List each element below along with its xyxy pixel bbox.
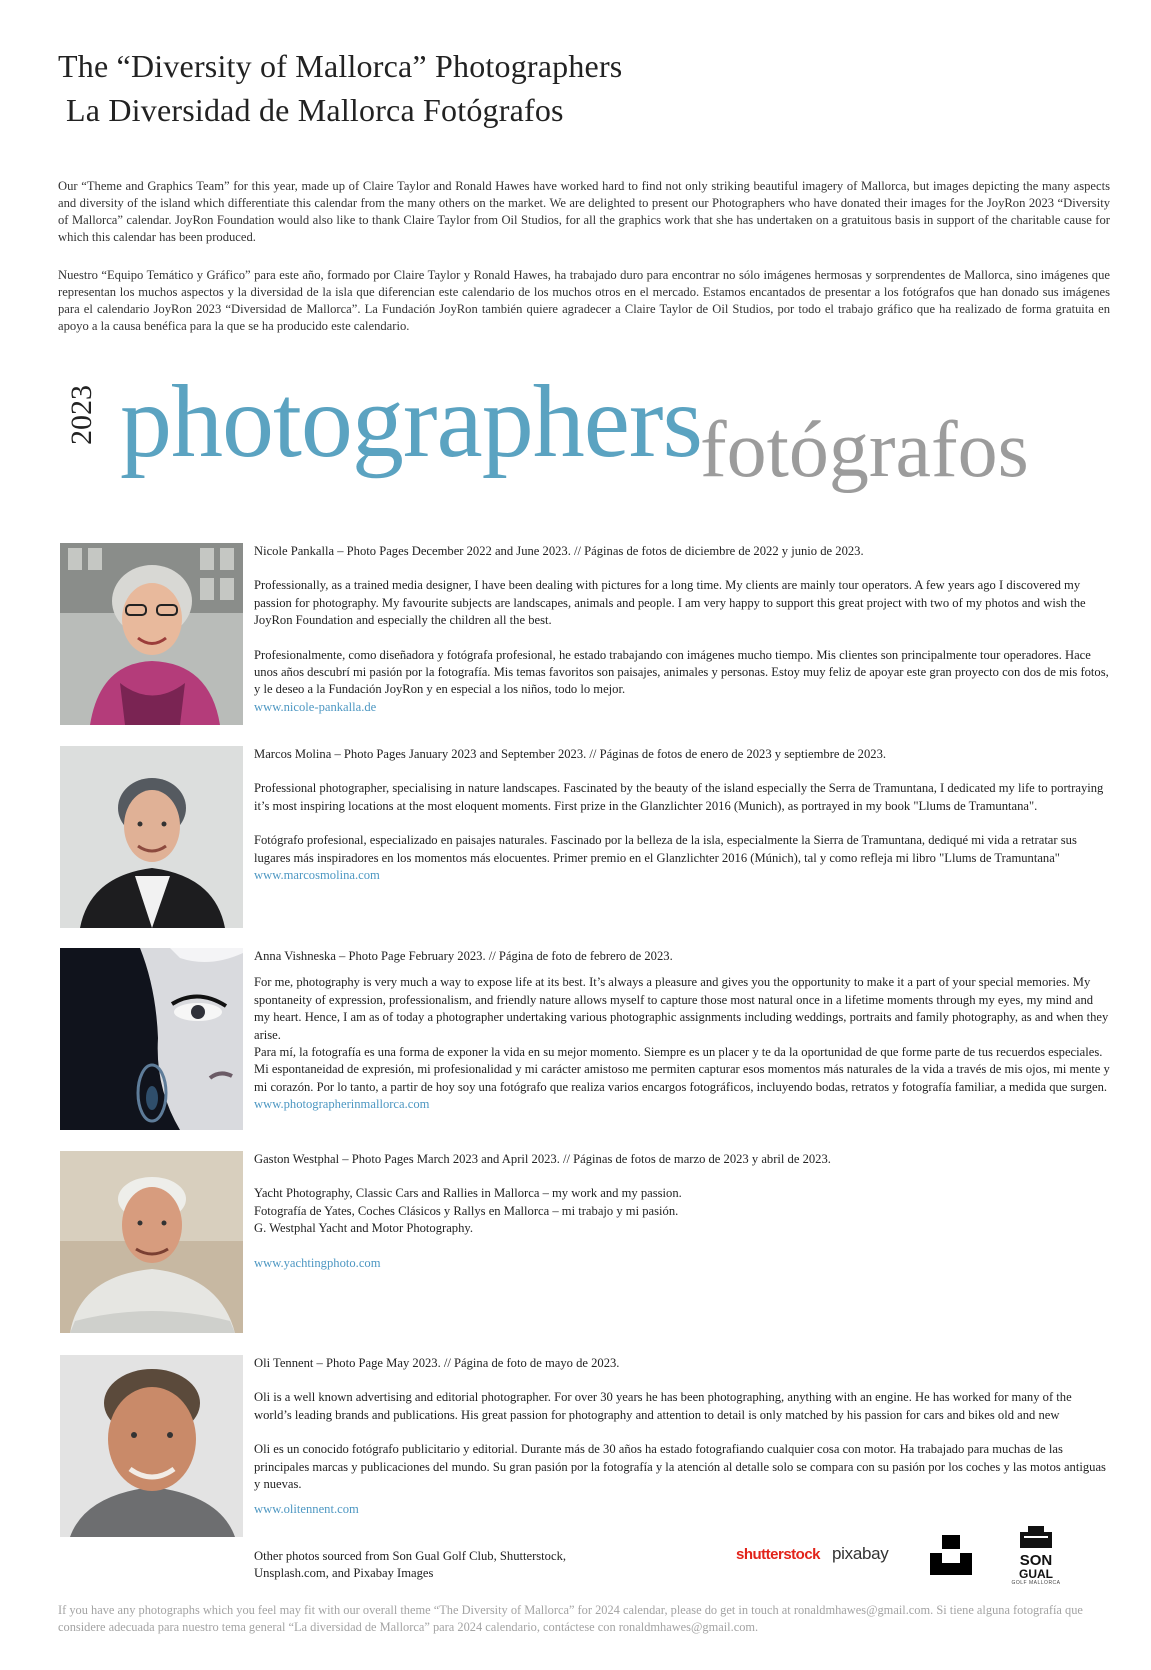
photographer-entry bbox=[60, 1151, 1120, 1336]
photographer-website-link[interactable]: www.nicole-pankalla.de bbox=[254, 699, 377, 714]
photographer-website-link[interactable]: www.olitennent.com bbox=[254, 1502, 359, 1517]
son-gual-word-3: GOLF MALLORCA bbox=[1011, 1580, 1061, 1586]
photographer-photo bbox=[60, 948, 243, 1130]
photographer-heading: Nicole Pankalla – Photo Pages December 2022 and June 2023. // Páginas de fotos de diciembre de 2022 y junio de 2023. bbox=[254, 544, 864, 558]
photographer-line: Fotografía de Yates, Coches Clásicos y Rallys en Mallorca – mi trabajo y mi pasión. bbox=[254, 1203, 679, 1218]
photographer-heading: Oli Tennent – Photo Page May 2023. // Página de foto de mayo de 2023. bbox=[254, 1356, 620, 1370]
photographer-text bbox=[254, 746, 1110, 884]
intro-paragraph-en: Our “Theme and Graphics Team” for this year, made up of Claire Taylor and Ronald Hawes have worked hard to find not only striking beautiful imagery of Mallorca, but images depicting the many aspects and diversity of the island which differentiate this calendar from the many others on the market. We are delighted to present our Photographers who have donated their images for the JoyRon 2023 “Diversity of Mallorca” calendar. JoyRon Foundation would also like to thank Claire Taylor from Oil Studios, for all the graphics work that she has undertaken on a gratuitous basis in support of the charitable cause for which this calendar has been produced. bbox=[58, 179, 1110, 244]
other-sources-note: Other photos sourced from Son Gual Golf Club, Shutterstock, Unsplash.com, and Pixabay Images bbox=[254, 1549, 567, 1580]
photographer-bio-es: Profesionalmente, como diseñadora y fotógrafa profesional, he estado trabajando con imágenes mucho tiempo. Mis clientes son principalmente tour operadores. Hace unos años descubrí mi pasión por la fotografía. Mis temas favoritos son paisajes, animales y personas. Estoy muy feliz de apoyar este gran proyecto con dos de mis fotos, y le deseo a la Fundación JoyRon y en especial a los niños, todo lo mejor. bbox=[254, 647, 1109, 697]
photographer-website-link[interactable]: www.marcosmolina.com bbox=[254, 868, 380, 883]
photographer-text bbox=[254, 1151, 1110, 1272]
photographer-entry bbox=[60, 543, 1120, 728]
photographer-heading: Gaston Westphal – Photo Pages March 2023 and April 2023. // Páginas de fotos de marzo de 2023 y abril de 2023. bbox=[254, 1152, 831, 1166]
photographer-photo bbox=[60, 1355, 243, 1537]
photographer-text bbox=[254, 948, 1110, 1114]
shutterstock-logo: shutterstock bbox=[736, 1546, 821, 1563]
photographer-bio-es: Fotógrafo profesional, especializado en paisajes naturales. Fascinado por la belleza de la isla, especialmente la Sierra de Tramuntana, dediqué mi vida a retratar sus lugares más inspiradores en los momentos más elocuentes. Primer premio en el Glanzlichter 2016 (Múnich), tal y como refleja mi libro "Llums de Tramuntana" bbox=[254, 833, 1077, 865]
photographer-entry bbox=[60, 948, 1120, 1133]
photographer-text bbox=[254, 1355, 1110, 1519]
photographer-line: G. Westphal Yacht and Motor Photography. bbox=[254, 1221, 474, 1236]
photographer-bio-es: Para mí, la fotografía es una forma de exponer la vida en su mejor momento. Siempre es un placer y te da la oportunidad de que forme parte de tus recuerdos especiales. Mi espontaneidad de expresión, mi profesionalidad y mi carácter amistoso me permiten capturar esos momentos más naturales de la vida a través de mis ojos, mi mente y mi corazón. Por lo tanto, a partir de hoy soy una fotógrafo que realiza varios encargos fotográficos, incluyendo bodas, retratos y fotografía familiar, a medida que surgen. bbox=[254, 1045, 1110, 1094]
photographer-bio-en: Oli is a well known advertising and editorial photographer. For over 30 years he has been photographing, anything with an engine. He has worked for many of the world’s leading brands and publications. His great passion for photography and attention to detail is only matched by his passion for cars and bikes old and new bbox=[254, 1390, 1072, 1422]
son-gual-word-2: GUAL bbox=[1019, 1567, 1053, 1581]
pixabay-logo: pixabay bbox=[832, 1544, 889, 1563]
photographer-bio-en: For me, photography is very much a way to expose life at its best. It’s always a pleasure and gives you the opportunity to make it a part of your special memories. My spontaneity of expression, professionalism, and friendly nature allows myself to capture those most natural once in a lifetime moments through my eyes, my mind and my heart. Hence, I am as of today a photographer undertaking various photographic assignments including weddings, portraits and family photography, as and when they arise. bbox=[254, 975, 1109, 1042]
page-title-en: The “Diversity of Mallorca” Photographers bbox=[58, 48, 623, 84]
intro-paragraph-es: Nuestro “Equipo Temático y Gráfico” para este año, formado por Claire Taylor y Ronald Hawes, ha trabajado duro para encontrar no sólo imágenes hermosas y sorprendentes de Mallorca, sino imágenes que representan los muchos aspectos y la diversidad de la isla que diferencian este calendario de los muchos otros en el mercado. Estamos encantados de presentar a los fotógrafos que han donado sus imágenes para el calendario JoyRon 2023 “Diversidad de Mallorca”. La Fundación JoyRon también quiere agradecer a Claire Taylor de Oil Studios, por todo el trabajo gráfico que ha realizado de forma gratuita en apoyo a la causa benéfica para la que se ha producido este calendario. bbox=[58, 268, 1110, 333]
photographer-website-link[interactable]: www.photographerinmallorca.com bbox=[254, 1097, 430, 1112]
photographer-photo bbox=[60, 746, 243, 928]
photographer-photo bbox=[60, 543, 243, 725]
photographer-entry bbox=[60, 1355, 1120, 1540]
son-gual-word-1: SON bbox=[1019, 1552, 1053, 1569]
photographer-photo bbox=[60, 1151, 243, 1333]
unsplash-logo bbox=[930, 1535, 972, 1580]
photographer-line: Yacht Photography, Classic Cars and Rallies in Mallorca – my work and my passion. bbox=[254, 1186, 682, 1201]
photographer-bio-en: Professional photographer, specialising in nature landscapes. Fascinated by the beauty of the island especially the Serra de Tramuntana, I dedicated my life to portraying it’s most inspiring locations at the most eloquent moments. First prize in the Glanzlichter 2016 (Munich), as portrayed in my book "Llums de Tramuntana". bbox=[254, 781, 1104, 813]
photographer-bio-en: Professionally, as a trained media designer, I have been dealing with pictures for a long time. My clients are mainly tour operators. A few years ago I discovered my passion for photography. My favourite subjects are landscapes, animals and people. I am very happy to support this great project with two of my photos and wish the JoyRon Foundation and especially the children all the best. bbox=[254, 578, 1086, 628]
banner-word-es: fotógrafos bbox=[700, 406, 1029, 494]
photographer-website-link[interactable]: www.yachtingphoto.com bbox=[254, 1255, 381, 1270]
son-gual-emblem-icon bbox=[1016, 1526, 1056, 1548]
page-title-es: La Diversidad de Mallorca Fotógrafos bbox=[66, 92, 564, 128]
photographer-bio-es: Oli es un conocido fotógrafo publicitario y editorial. Durante más de 30 años ha estado fotografiando cualquier cosa con motor. Ha trabajado para muchas de las principales marcas y publicaciones del mundo. Su gran pasión por la fotografía y la atención al detalle solo se compara con su pasión por los coches y las motos antiguas y nuevas. bbox=[254, 1442, 1106, 1492]
footer-note: If you have any photographs which you feel may fit with our overall theme “The Diversity of Mallorca” for 2024 calendar, please do get in touch at ronaldmhawes@gmail.com. Si tiene alguna fotografía que considere adecuada para nuestro tema general “La diversidad de Mallorca” para 2024 calendario, contáctese con ronaldmhawes@gmail.com. bbox=[58, 1603, 1083, 1634]
photographer-heading: Marcos Molina – Photo Pages January 2023 and September 2023. // Páginas de fotos de enero de 2023 y septiembre de 2023. bbox=[254, 747, 887, 761]
banner-word-en: photographers bbox=[120, 364, 702, 479]
photographer-heading: Anna Vishneska – Photo Page February 2023. // Página de foto de febrero de 2023. bbox=[254, 949, 673, 963]
photographer-text bbox=[254, 543, 1110, 716]
son-gual-logo bbox=[1006, 1526, 1066, 1586]
photographer-entry bbox=[60, 746, 1120, 931]
year-label: 2023 bbox=[65, 385, 98, 445]
